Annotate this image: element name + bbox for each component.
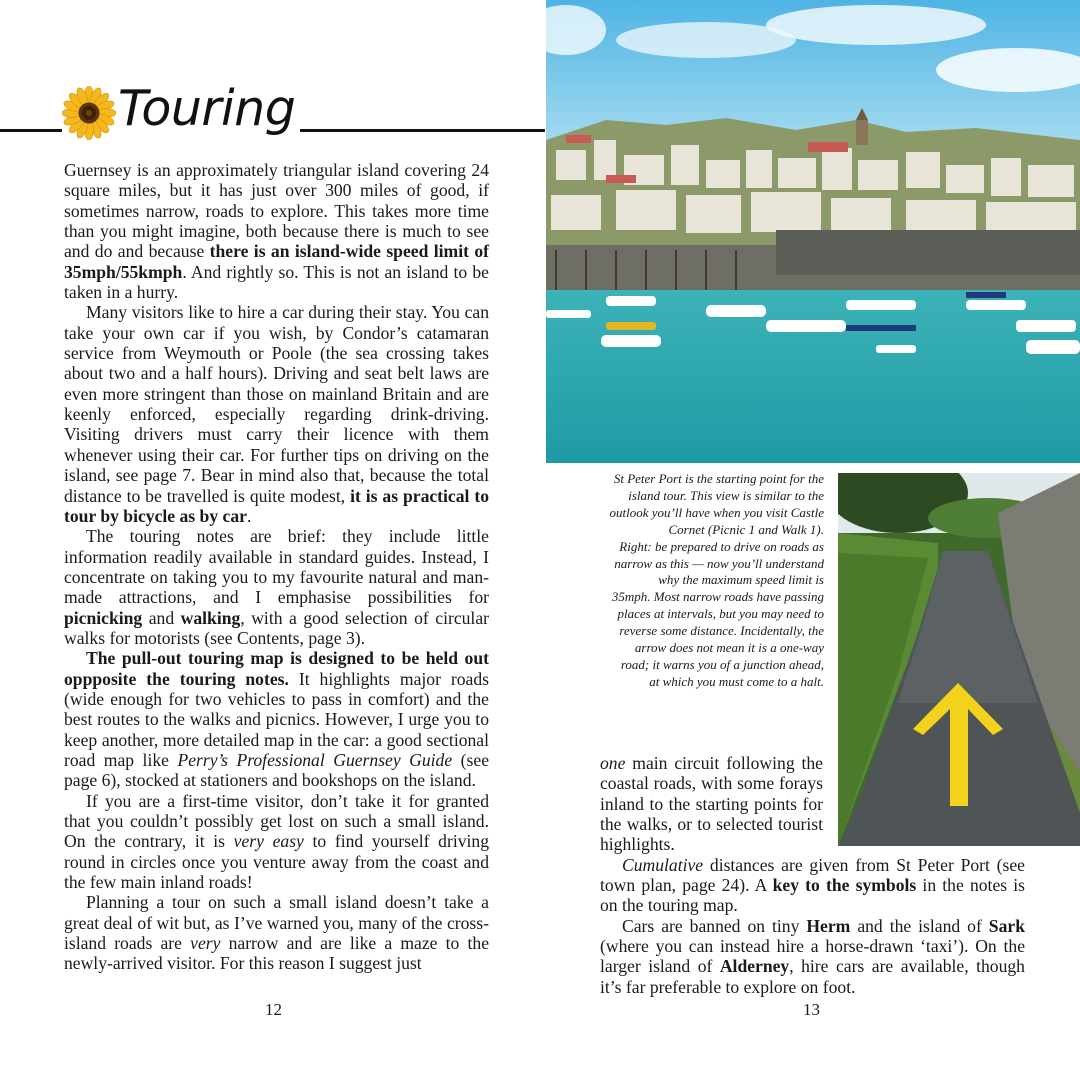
harbour-photo xyxy=(546,0,1080,463)
text-segment: Alderney xyxy=(719,956,790,977)
header-rule-right xyxy=(300,129,545,132)
text-segment: there is an island-wide speed limit of 35mph/55kmph xyxy=(64,241,489,282)
text-segment: It highlights major roads (wide enough for two vehicles to pass in comfort) and the best routes to the walks and picnics. However, I urge you to keep another, more detailed map in the car: a good sectional road map like xyxy=(64,668,489,770)
text-segment: . And rightly so. This is not an island to be taken in a hurry. xyxy=(64,261,489,303)
text-segment: Herm xyxy=(806,915,851,936)
sunflower-icon xyxy=(62,86,116,140)
paragraph xyxy=(64,526,489,648)
text-segment: Cumulative xyxy=(622,854,704,875)
caption-line: Right: be prepared to drive on roads as xyxy=(619,538,824,554)
caption-line: arrow does not mean it is a one-way xyxy=(634,640,824,656)
paragraph xyxy=(64,648,489,790)
text-segment: Many visitors like to hire a car during their stay. You can take your own car if you wish, by Condor’s catamaran service from Weymouth or Poole (the sea crossing takes about two and a half hours). Driving and seat belt laws are even more stringent than those on mainland Britain and are keenly enforced, especially regarding drink-driving. Visiting drivers must carry their licence with them whenever using their car. For further tips on driving on the island, see page 7. Bear in mind also that, because the total distance to be travelled is quite modest, xyxy=(64,302,489,506)
right-text-column xyxy=(600,753,1025,997)
text-segment: Cars are banned on tiny xyxy=(622,915,807,936)
paragraph xyxy=(600,916,1025,997)
page-number-left: 12 xyxy=(265,1000,282,1019)
photo-caption xyxy=(590,471,824,691)
text-segment: (where you can instead hire a horse-drawn ‘taxi’). On the larger island of xyxy=(600,936,1025,977)
paragraph xyxy=(64,892,489,973)
text-segment: Planning a tour on such a small island doesn’t take a great deal of wit but, as I’ve warned you, many of the cross-island roads are xyxy=(64,892,489,954)
text-segment: main circuit following the coastal roads, with some forays inland to the starting points for the walks, or to selected tourist highlights. xyxy=(600,753,823,855)
text-segment: picnicking xyxy=(64,607,143,628)
text-segment: Guernsey is an approximately triangular island covering 24 square miles, but it has just over 300 miles of good, if sometimes narrow, roads to explore. This takes more time than you might imagine, both because there is much to see and do and because xyxy=(64,160,489,262)
page-title: Touring xyxy=(118,80,296,137)
text-segment: . xyxy=(246,505,252,526)
text-segment: Perry’s Professional Guernsey Guide xyxy=(177,749,453,770)
caption-line: Cornet (Picnic 1 and Walk 1). xyxy=(668,521,824,537)
text-segment: , hire cars are available, though it’s far preferable to explore on foot. xyxy=(600,956,1025,997)
caption-line: 35mph. Most narrow roads have passing xyxy=(611,589,824,605)
text-segment: Sark xyxy=(988,915,1025,936)
paragraph xyxy=(600,753,823,855)
paragraph xyxy=(64,302,489,526)
caption-line: road; it warns you of a junction ahead, xyxy=(620,656,824,672)
text-segment: it is as practical to tour by bicycle as by car xyxy=(64,485,489,526)
header-rule-left xyxy=(0,129,62,132)
text-segment: one xyxy=(600,753,626,773)
caption-line: reverse some distance. Incidentally, the xyxy=(619,623,824,639)
text-segment: to find yourself driving round in circles once you venture away from the coast and the few main inland roads! xyxy=(64,831,490,893)
text-segment: very xyxy=(190,933,221,954)
text-segment: If you are a first-time visitor, don’t take it for granted that you couldn’t possibly get lost on such a small island. On the contrary, it is xyxy=(64,790,489,852)
paragraph xyxy=(600,855,1025,916)
text-segment: in the notes is on the touring map. xyxy=(600,875,1026,916)
caption-line: places at intervals, but you may need to xyxy=(617,606,824,622)
paragraph xyxy=(64,160,489,302)
text-segment: and the island of xyxy=(850,915,989,936)
caption-line: why the maximum speed limit is xyxy=(658,572,824,588)
caption-line: outlook you’ll have when you visit Castle xyxy=(609,504,824,520)
text-segment: key to the symbols xyxy=(772,875,917,896)
caption-line: St Peter Port is the starting point for the xyxy=(613,471,824,486)
page-number-right: 13 xyxy=(803,1000,820,1019)
caption-line: narrow as this — now you’ll understand xyxy=(614,555,824,571)
caption-line: island tour. This view is similar to the xyxy=(628,487,824,503)
text-segment: and xyxy=(142,607,181,628)
text-segment: (see page 6), stocked at stationers and bookshops on the island. xyxy=(64,749,489,791)
paragraph xyxy=(64,791,489,893)
text-segment: walking xyxy=(180,607,241,628)
text-segment: The pull-out touring map is designed to be held out oppposite the touring notes. xyxy=(64,648,489,689)
text-segment: narrow and are like a maze to the newly-arrived visitor. For this reason I suggest just xyxy=(64,933,490,974)
text-segment: The touring notes are brief: they include little information readily available in standard guides. Instead, I concentrate on taking you to my favourite natural and man-made attractions, and I emphasise possibilities for xyxy=(64,526,489,608)
caption-line: at which you must come to a halt. xyxy=(649,673,824,689)
left-text-column xyxy=(64,160,489,974)
text-segment: distances are given from St Peter Port (see town plan, page 24). A xyxy=(600,854,1025,896)
text-segment: , with a good selection of circular walks for motorists (see Contents, page 3). xyxy=(64,607,489,648)
text-segment: very easy xyxy=(233,831,304,852)
